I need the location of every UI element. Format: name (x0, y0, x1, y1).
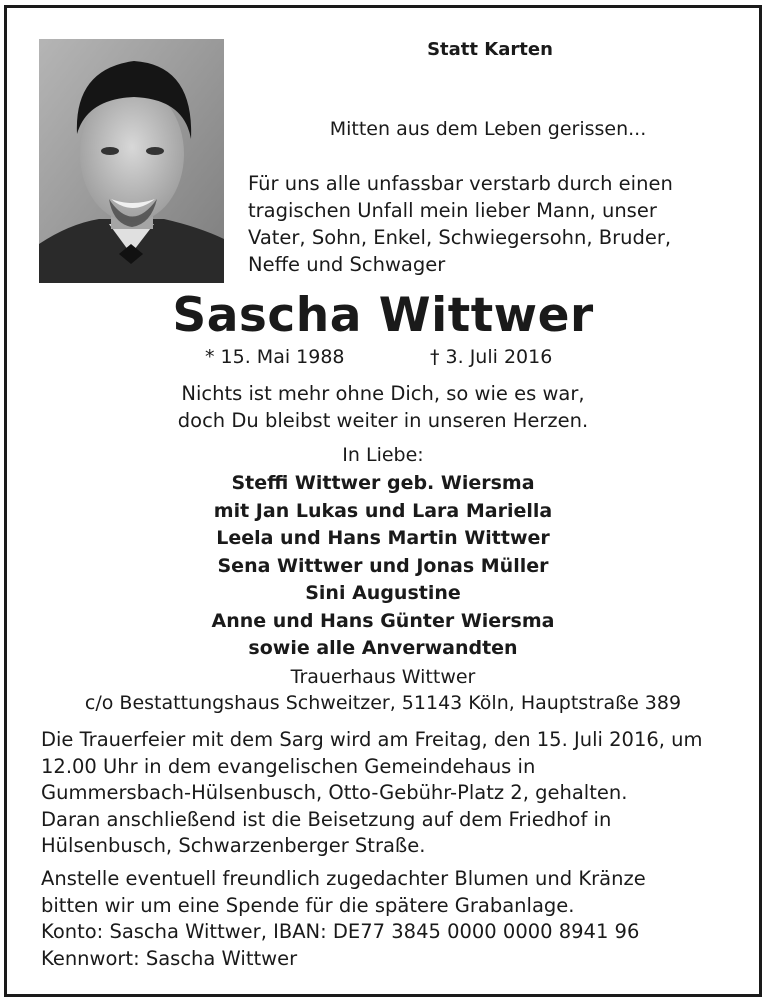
family-member: Steffi Wittwer geb. Wiersma (231, 472, 535, 494)
funeral-service-text (41, 727, 703, 860)
portrait-photo (39, 39, 224, 283)
service-line: Die Trauerfeier mit dem Sarg wird am Freitag, den 15. Juli 2016, um (41, 728, 703, 751)
verse-line: Nichts ist mehr ohne Dich, so wie es war, (181, 382, 585, 405)
family-member: Anne und Hans Günter Wiersma (211, 609, 555, 632)
intro-line: Vater, Sohn, Enkel, Schwiegersohn, Bruder, (248, 226, 672, 249)
address-line: c/o Bestattungshaus Schweitzer, 51143 Köln, Hauptstraße 389 (84, 692, 682, 714)
service-line: Daran anschließend ist die Beisetzung auf dem Friedhof in (41, 807, 612, 831)
family-member: mit Jan Lukas und Lara Mariella (213, 499, 553, 522)
donation-line: Anstelle eventuell freundlich zugedachter Blumen und Kränze (41, 867, 646, 890)
intro-line: Neffe und Schwager (248, 253, 446, 276)
family-list (120, 470, 646, 663)
donation-line: Kennwort: Sascha Wittwer (41, 946, 298, 970)
intro-line: tragischen Unfall mein lieber Mann, unser (248, 199, 657, 222)
service-line: 12.00 Uhr in dem evangelischen Gemeindehaus in (41, 754, 536, 778)
service-line: Hülsenbusch, Schwarzenberger Straße. (41, 834, 426, 857)
donation-text (41, 866, 646, 972)
donation-line: Konto: Sascha Wittwer, IBAN: DE77 3845 0000 0000 8941 96 (41, 920, 640, 943)
address-line: Trauerhaus Wittwer (290, 666, 476, 688)
family-member: Leela und Hans Martin Wittwer (216, 527, 550, 549)
verse-line: doch Du bleibst weiter in unseren Herzen. (177, 409, 589, 432)
mourning-address (30, 664, 736, 716)
memorial-verse (120, 380, 646, 434)
deceased-name: Sascha Wittwer (172, 288, 594, 343)
family-member: Sini Augustine (305, 582, 461, 604)
family-member: Sena Wittwer und Jonas Müller (217, 554, 549, 577)
in-love-label: In Liebe: (342, 444, 424, 466)
donation-line: bitten wir um eine Spende für die spätere Grabanlage. (41, 893, 575, 917)
intro-line: Für uns alle unfassbar verstarb durch einen (248, 172, 673, 195)
header-label: Statt Karten (427, 39, 553, 60)
intro-text (248, 170, 673, 278)
quote-line: Mitten aus dem Leben gerissen... (329, 118, 647, 140)
service-line: Gummersbach-Hülsenbusch, Otto-Gebühr-Platz 2, gehalten. (41, 781, 628, 804)
death-date: † 3. Juli 2016 (430, 346, 553, 368)
birth-date: * 15. Mai 1988 (205, 346, 345, 368)
family-member: sowie alle Anverwandten (248, 637, 518, 659)
